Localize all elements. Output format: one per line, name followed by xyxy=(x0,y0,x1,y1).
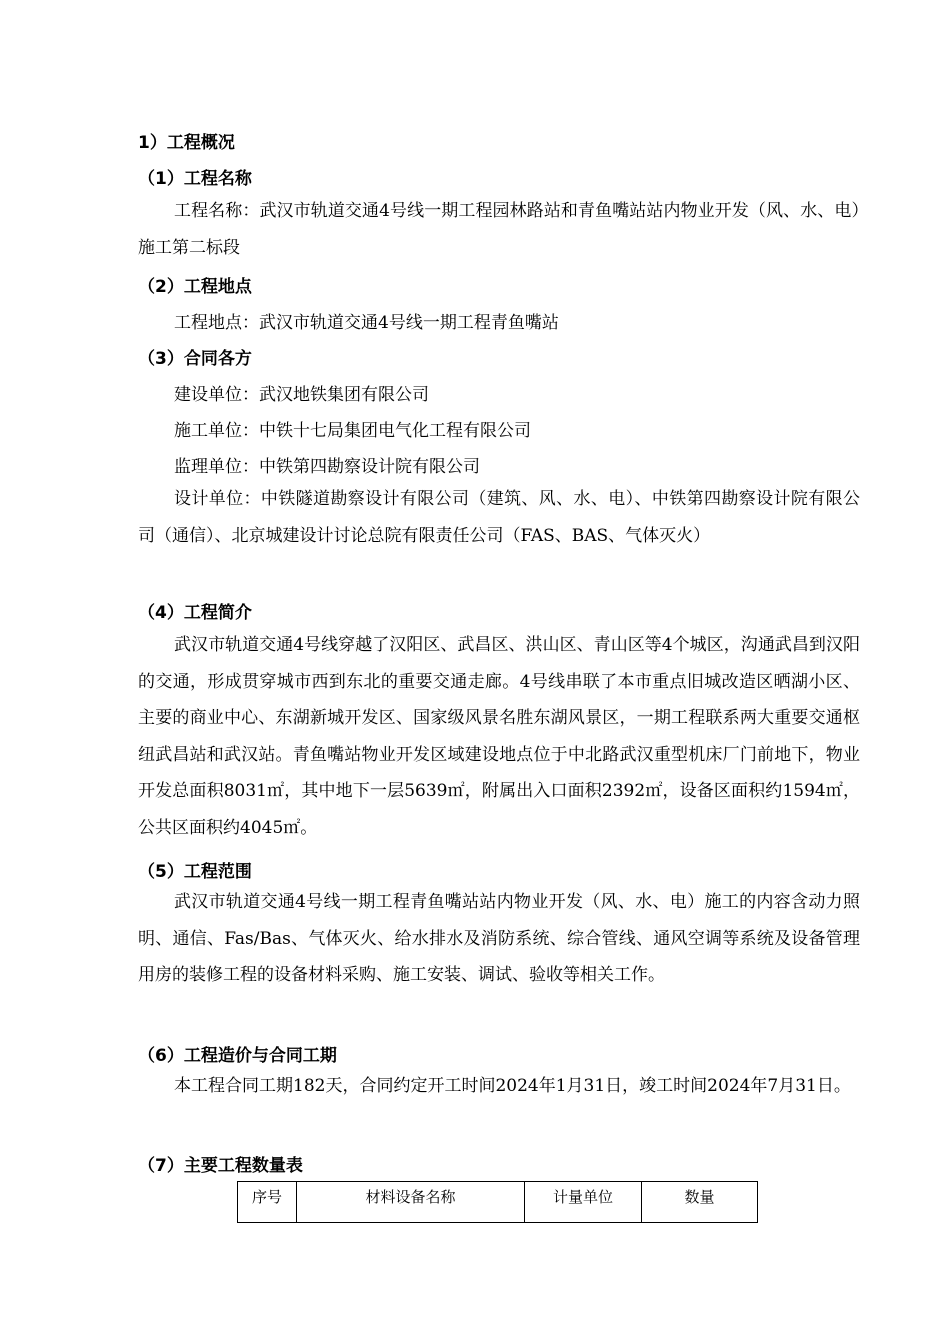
project-intro-text: 武汉市轨道交通4号线穿越了汉阳区、武昌区、洪山区、青山区等4个城区，沟通武昌到汉阳的交通，形成贯穿城市西到东北的重要交通走廊。4号线串联了本市重点旧城改造区晒湖小区、主要的商业中心、东湖新城开发区、国家级风景名胜东湖风景区，一期工程联系两大重要交通枢纽武昌站和武汉站。青鱼嘴站物业开发区域建设地点位于中北路武汉重型机床厂门前地下，物业开发总面积8031㎡，其中地下一层5639㎡，附属出入口面积2392㎡，设备区面积约1594㎡，公共区面积约4045㎡。 xyxy=(138,635,860,838)
table-header-row xyxy=(238,1182,758,1223)
column-header-quantity: 数量 xyxy=(642,1182,758,1223)
heading-project-scope: （5）工程范围 xyxy=(138,862,252,882)
heading-quantity-table: （7）主要工程数量表 xyxy=(138,1156,303,1176)
heading-contract-parties: （3）合同各方 xyxy=(138,349,252,369)
project-location-text: 工程地点：武汉市轨道交通4号线一期工程青鱼嘴站 xyxy=(174,313,559,333)
designer-unit: 设计单位：中铁隧道勘察设计有限公司（建筑、风、水、电）、中铁第四勘察设计院有限公司（通信）、北京城建设计讨论总院有限责任公司（FAS、BAS、气体灭火） xyxy=(138,489,860,546)
supervisor-unit: 监理单位：中铁第四勘察设计院有限公司 xyxy=(174,457,480,477)
section-title-overview: 1）工程概况 xyxy=(138,133,235,153)
project-scope-text: 武汉市轨道交通4号线一期工程青鱼嘴站站内物业开发（风、水、电）施工的内容含动力照明、通信、Fas/Bas、气体灭火、给水排水及消防系统、综合管线、通风空调等系统及设备管理用房的装修工程的设备材料采购、施工安装、调试、验收等相关工作。 xyxy=(138,892,860,985)
column-header-material-name: 材料设备名称 xyxy=(297,1182,525,1223)
heading-cost-schedule: （6）工程造价与合同工期 xyxy=(138,1046,337,1066)
column-header-unit: 计量单位 xyxy=(525,1182,642,1223)
project-name-text: 工程名称：武汉市轨道交通4号线一期工程园林路站和青鱼嘴站站内物业开发（风、水、电）施工第二标段 xyxy=(138,201,860,258)
heading-project-location: （2）工程地点 xyxy=(138,277,252,297)
heading-project-name: （1）工程名称 xyxy=(138,169,252,189)
builder-unit: 建设单位：武汉地铁集团有限公司 xyxy=(174,385,429,405)
heading-project-intro: （4）工程简介 xyxy=(138,603,252,623)
contractor-unit: 施工单位：中铁十七局集团电气化工程有限公司 xyxy=(174,421,531,441)
quantity-table xyxy=(237,1181,758,1223)
column-header-index: 序号 xyxy=(238,1182,297,1223)
cost-schedule-text: 本工程合同工期182天，合同约定开工时间2024年1月31日，竣工时间2024年7月31日。 xyxy=(174,1076,851,1096)
